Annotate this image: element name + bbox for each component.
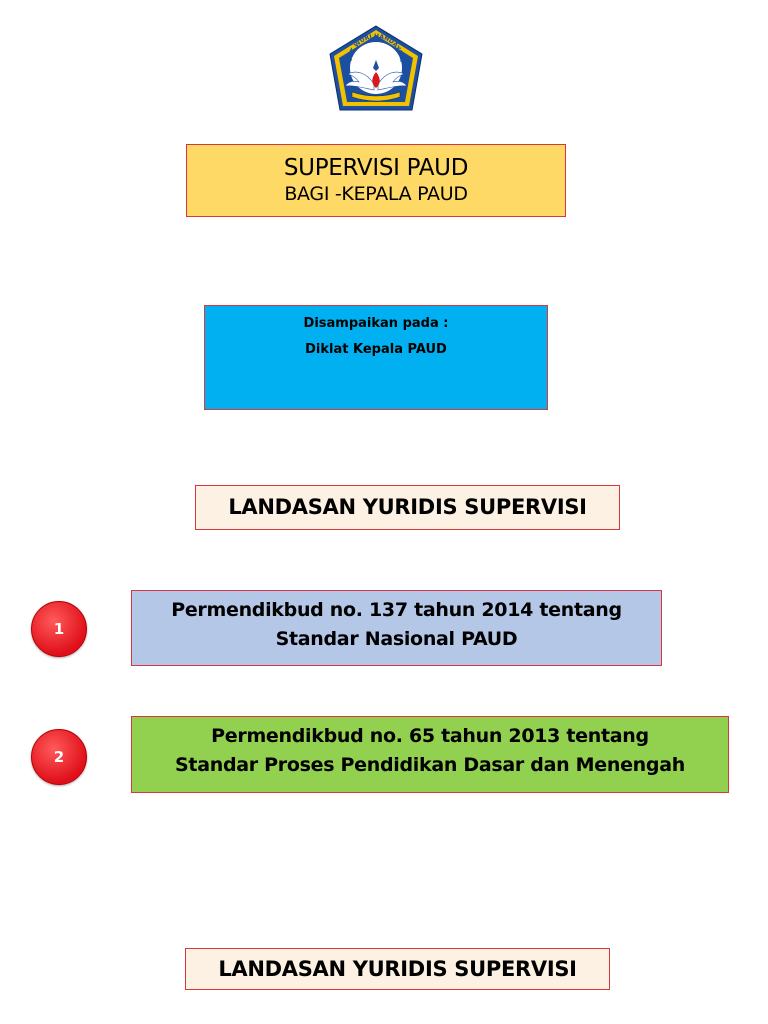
law-item-line-2: Standar Proses Pendidikan Dasar dan Menengah (175, 754, 685, 776)
title-line-2: BAGI -KEPALA PAUD (284, 183, 468, 205)
tut-wuri-handayani-logo (326, 24, 426, 112)
presenter-line-1: Disampaikan pada : (303, 316, 449, 331)
item-number-badge: 2 (31, 729, 87, 785)
presenter-box (204, 305, 548, 410)
law-item-line-2: Standar Nasional PAUD (275, 628, 518, 650)
section-heading: LANDASAN YURIDIS SUPERVISI (195, 485, 620, 530)
footer-heading: LANDASAN YURIDIS SUPERVISI (185, 948, 610, 990)
title-line-1: SUPERVISI PAUD (283, 155, 469, 181)
law-item-line-1: Permendikbud no. 65 tahun 2013 tentang (211, 725, 649, 747)
law-item-box (131, 590, 662, 666)
presenter-line-2: Diklat Kepala PAUD (305, 342, 447, 357)
logo-motto: TUT WURI HANDAYANI (346, 32, 406, 63)
item-number-badge: 1 (31, 601, 87, 657)
law-item-line-1: Permendikbud no. 137 tahun 2014 tentang (171, 599, 622, 621)
title-box (186, 144, 566, 217)
law-item-box (131, 716, 729, 793)
